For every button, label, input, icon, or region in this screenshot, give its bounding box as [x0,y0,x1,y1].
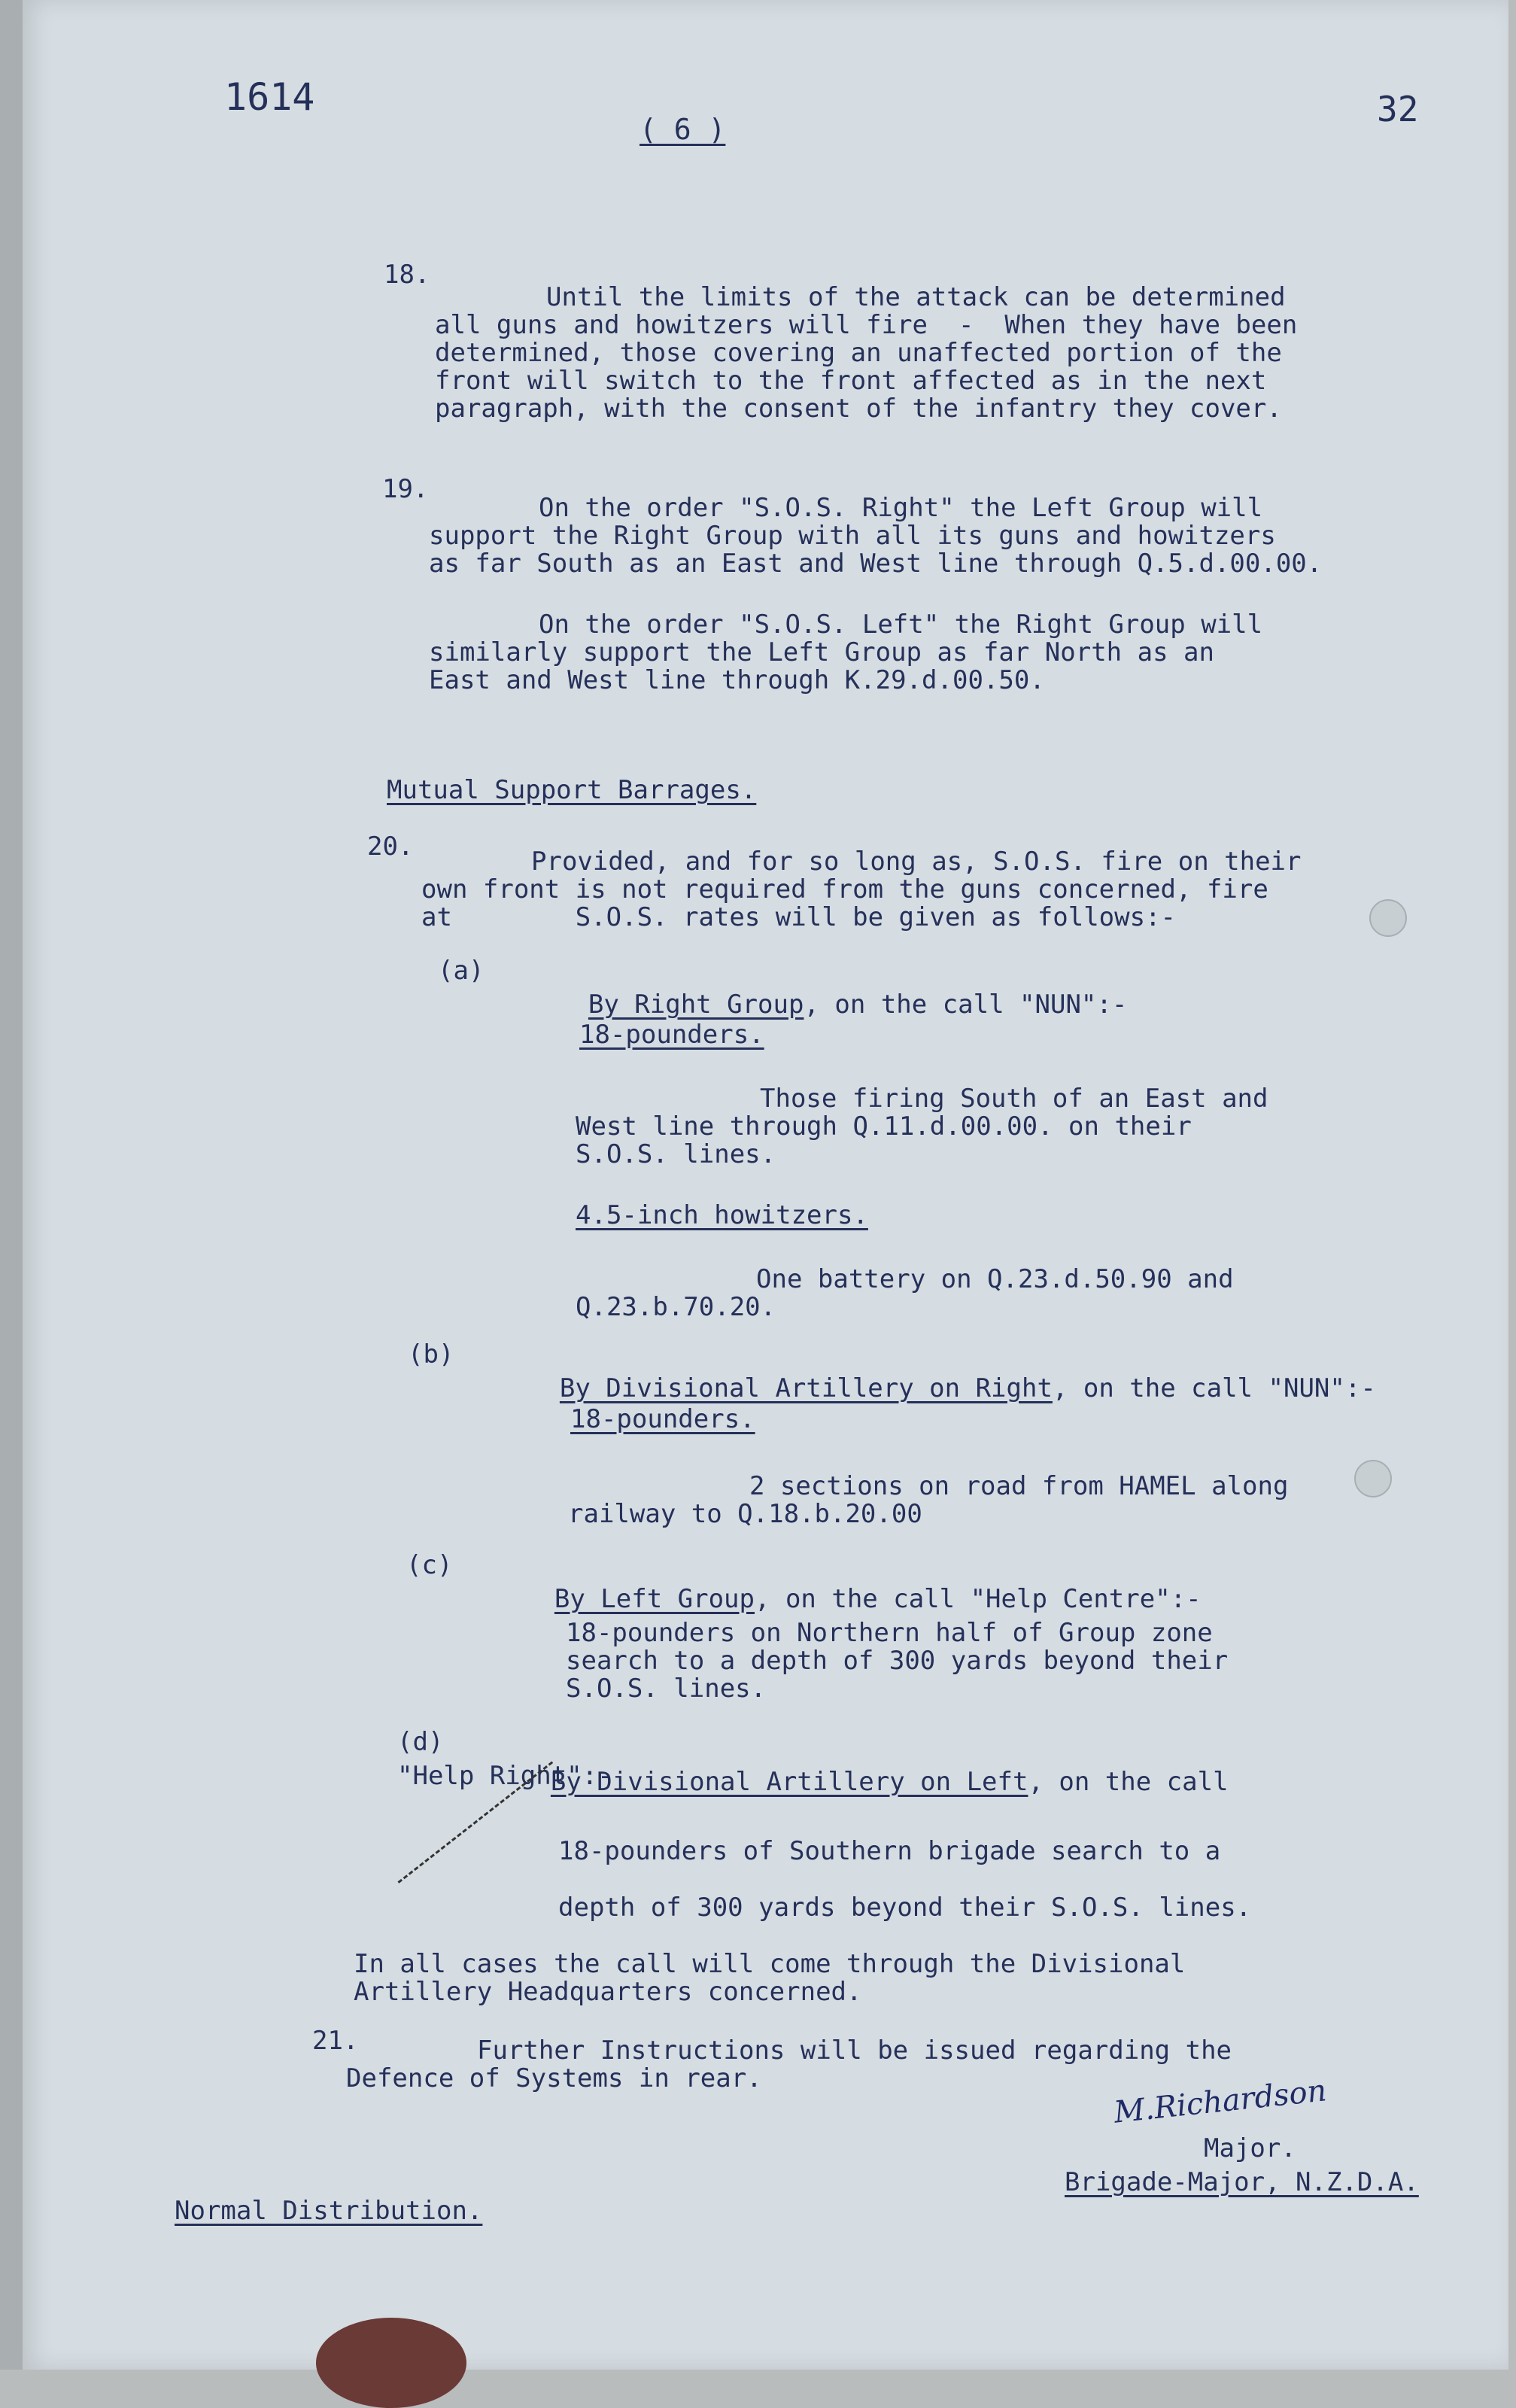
closing-line: In all cases the call will come through the Divisional [354,1949,1186,1979]
punch-hole [1354,1460,1392,1497]
distribution-note: Normal Distribution. [175,2196,483,2226]
item-a-howitzers-heading: 4.5-inch howitzers. [576,1200,868,1230]
para-20-line: Provided, and for so long as, S.O.S. fire on their [531,847,1302,877]
para-19-line: East and West line through K.29.d.00.50. [429,665,1045,695]
item-d-call: "Help Right":- [397,1761,613,1791]
para-18-line: all guns and howitzers will fire - When they have been [435,310,1298,340]
item-b-label: (b) [408,1339,454,1370]
item-a-18-pounders-line: Those firing South of an East and [760,1084,1268,1114]
para-20-line: at S.O.S. rates will be given as follows:- [421,902,1177,932]
para-18-line: paragraph, with the consent of the infantry they cover. [435,394,1282,424]
item-b-18-pounders-heading: 18-pounders. [570,1404,755,1434]
para-18-line: Until the limits of the attack can be determined [546,282,1286,312]
para-20-line: own front is not required from the guns concerned, fire [421,874,1268,905]
item-c-line: search to a depth of 300 yards beyond their [566,1646,1229,1676]
page-label: ( 6 ) [640,113,726,146]
item-a-18-pounders-heading: 18-pounders. [579,1020,764,1050]
para-19-number: 19. [382,474,429,504]
para-19-line: as far South as an East and West line through Q.5.d.00.00. [429,549,1323,579]
closing-line: Artillery Headquarters concerned. [354,1977,862,2007]
para-18-line: determined, those covering an unaffected portion of the [435,338,1282,368]
section-heading: Mutual Support Barrages. [387,775,757,805]
para-21-number: 21. [312,2026,359,2056]
para-21-line: Defence of Systems in rear. [346,2063,762,2093]
signature-title: Brigade-Major, N.Z.D.A. [1065,2167,1419,2197]
para-18-line: front will switch to the front affected as in the next [435,366,1267,396]
item-b-heading: By Divisional Artillery on Right [559,1373,1053,1403]
item-a-18-pounders-line: S.O.S. lines. [576,1139,776,1169]
para-18-number: 18. [384,260,430,290]
item-d-line: depth of 300 yards beyond their S.O.S. lines. [558,1893,1252,1923]
item-c-line: 18-pounders on Northern half of Group zone [566,1618,1213,1648]
para-19-line: similarly support the Left Group as far North as an [429,637,1214,667]
para-20-number: 20. [367,832,414,862]
item-c-line: S.O.S. lines. [566,1674,767,1704]
item-b-line: 2 sections on road from HAMEL along [749,1471,1289,1501]
para-19-line: On the order "S.O.S. Left" the Right Group will [539,610,1263,640]
item-c-heading: By Left Group [554,1584,755,1614]
item-b-line: railway to Q.18.b.20.00 [568,1499,922,1529]
item-a-howitzers-line: Q.23.b.70.20. [576,1292,776,1322]
para-21-line: Further Instructions will be issued regarding the [477,2036,1232,2066]
item-d-line: 18-pounders of Southern brigade search to a [558,1836,1221,1866]
item-b-suffix: , on the call "NUN":- [1052,1373,1376,1403]
item-c-suffix: , on the call "Help Centre":- [755,1584,1202,1614]
item-a-heading: By Right Group [588,990,804,1020]
document-number: 1614 [224,75,315,119]
item-a-18-pounders-line: West line through Q.11.d.00.00. on their [576,1111,1192,1142]
para-19-line: support the Right Group with all its guns and howitzers [429,521,1276,551]
signature-rank: Major. [1204,2133,1296,2163]
thumb-in-frame [316,2318,466,2408]
item-a-suffix: , on the call "NUN":- [804,990,1128,1020]
document-page [23,0,1508,2370]
item-d-heading: By Divisional Artillery on Left [550,1767,1028,1797]
folio-number: 32 [1377,89,1419,129]
item-a-howitzers-line: One battery on Q.23.d.50.90 and [756,1264,1234,1294]
item-c-label: (c) [406,1550,453,1580]
item-a-label: (a) [438,956,485,986]
handwritten-signature: M.Richardson [1112,2073,1329,2130]
punch-hole [1369,899,1407,937]
item-d-suffix: , on the call [1028,1767,1229,1797]
item-d-label: (d) [397,1727,444,1757]
para-19-line: On the order "S.O.S. Right" the Left Group will [539,493,1263,523]
